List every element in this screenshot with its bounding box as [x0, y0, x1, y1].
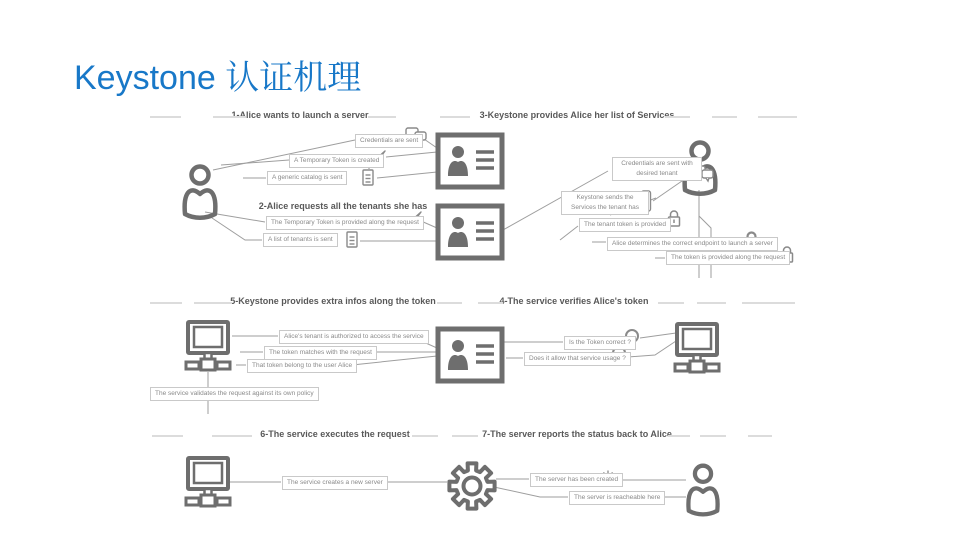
- keystone-id-card-icon: [438, 329, 502, 381]
- label-alice-determines-endpoint: Alice determines the correct endpoint to launch a server: [607, 237, 778, 251]
- label-server-reacheable: The server is reacheable here: [569, 491, 665, 505]
- document-icon: [363, 170, 373, 185]
- keystone-id-card-icon: [438, 135, 502, 187]
- label-allow-service-usage: Does it allow that service usage ?: [524, 352, 631, 366]
- label-tenant-token-provided: The tenant token is provided: [579, 218, 671, 232]
- label-server-created: The server has been created: [530, 473, 623, 487]
- alice-person-icon: [688, 466, 717, 515]
- label-credentials-sent: Credentials are sent: [355, 134, 423, 148]
- section-5-title: 5-Keystone provides extra infos along the token: [230, 296, 436, 306]
- label-credentials-with-tenant: Credentials are sent with desired tenant: [612, 157, 702, 181]
- slide-title: Keystone 认证机理: [74, 59, 362, 97]
- label-token-provided-along-request: The token is provided along the request: [666, 251, 790, 265]
- label-list-of-tenants-sent: A list of tenants is sent: [263, 233, 338, 247]
- label-service-validates-policy: The service validates the request against its own policy: [150, 387, 319, 401]
- section-7-title: 7-The server reports the status back to Alice: [482, 429, 672, 439]
- label-temporary-token-provided: The Temporary Token is provided along the request: [266, 216, 424, 230]
- label-token-matches-request: The token matches with the request: [264, 346, 377, 360]
- section-6-title: 6-The service executes the request: [260, 429, 410, 439]
- label-keystone-sends-services: Keystone sends the Services the tenant has: [561, 191, 649, 215]
- section-4-title: 4-The service verifies Alice's token: [499, 296, 649, 306]
- label-tenant-authorized: Alice's tenant is authorized to access the service: [279, 330, 429, 344]
- server-gear-icon: [449, 463, 494, 508]
- label-temporary-token-created: A Temporary Token is created: [289, 154, 384, 168]
- label-is-token-correct: Is the Token correct ?: [564, 336, 636, 350]
- keystone-id-card-icon: [438, 206, 502, 258]
- alice-person-icon: [185, 167, 216, 218]
- label-service-creates-server: The service creates a new server: [282, 476, 388, 490]
- label-token-belongs-alice: That token belong to the user Alice: [247, 359, 357, 373]
- service-computer-icon: [186, 322, 230, 370]
- label-generic-catalog-sent: A generic catalog is sent: [267, 171, 347, 185]
- service-computer-icon: [186, 458, 230, 506]
- section-2-title: 2-Alice requests all the tenants she has: [258, 201, 428, 211]
- section-1-title: 1-Alice wants to launch a server: [231, 110, 369, 120]
- section-3-title: 3-Keystone provides Alice her list of Services: [479, 110, 675, 120]
- document-icon: [347, 232, 357, 247]
- service-computer-icon: [675, 324, 719, 372]
